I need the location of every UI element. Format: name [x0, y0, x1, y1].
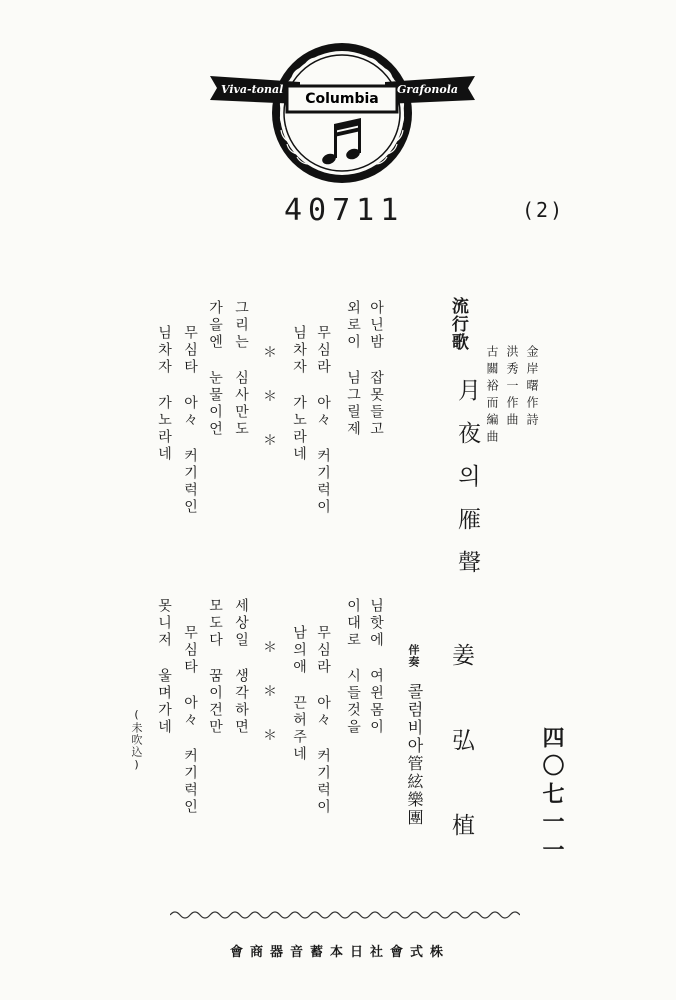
arranger-credit: 古關裕而編曲: [485, 345, 499, 447]
lyric-line: 무심라 아々 커기럭이: [315, 625, 331, 816]
lyricist-credit: 金岸曙作詩: [525, 345, 539, 430]
composer-credit: 洪秀一作曲: [505, 345, 519, 430]
catalog-number-kanji: 四〇七一一: [539, 726, 564, 866]
lyric-line: 이대로 시들것을: [345, 598, 361, 736]
lyric-line: 님차자 가노라네: [156, 325, 172, 463]
genre-label: 流行歌: [447, 297, 468, 351]
lyric-line: 무심타 아々 커기럭인: [182, 625, 198, 816]
lyric-line: 세상일 생각하면: [233, 598, 249, 736]
lyric-line: 그리는 심사만도: [233, 300, 249, 438]
singer-name: 姜弘植: [448, 643, 474, 898]
accompaniment-label: 伴奏: [407, 644, 420, 668]
lyric-line: 무심라 아々 커기럭이: [315, 325, 331, 516]
record-number: 40711: [284, 193, 405, 228]
accompaniment-name: 콜럼비아管絃樂團: [405, 683, 424, 827]
banner-right-text: Grafonola: [397, 83, 459, 96]
logo-emblem: [205, 38, 480, 188]
verse-separator: ＊＊＊: [261, 640, 277, 772]
lyric-line: 가을엔 눈물이언: [207, 300, 223, 438]
lyric-line: 남의애 끈허주네: [291, 625, 307, 763]
company-name: 株式會社日本蓄音器商會: [229, 945, 450, 960]
lyric-line: 무심타 아々 커기럭인: [182, 325, 198, 516]
unrecorded-note: (未吹込): [130, 708, 143, 772]
lyric-line: 외로이 님그릴제: [345, 300, 361, 438]
columbia-logo: [205, 38, 480, 188]
wavy-divider: [170, 908, 520, 922]
lyric-line: 님차자 가노라네: [291, 325, 307, 463]
lyric-line: 아닌밤 잡못들고: [368, 300, 384, 438]
song-title: 月夜의雁聲: [454, 378, 480, 593]
lyric-line: 님핫에 여윈몸이: [368, 598, 384, 736]
lyric-line: 모도다 꿈이건만: [207, 598, 223, 736]
verse-separator: ＊＊＊: [261, 345, 277, 477]
lyric-line: 못니저 울며가네: [156, 598, 172, 736]
side-number: (2): [522, 198, 565, 222]
banner-left-text: Viva-tonal: [221, 83, 284, 96]
brand-name: Columbia: [305, 91, 379, 107]
